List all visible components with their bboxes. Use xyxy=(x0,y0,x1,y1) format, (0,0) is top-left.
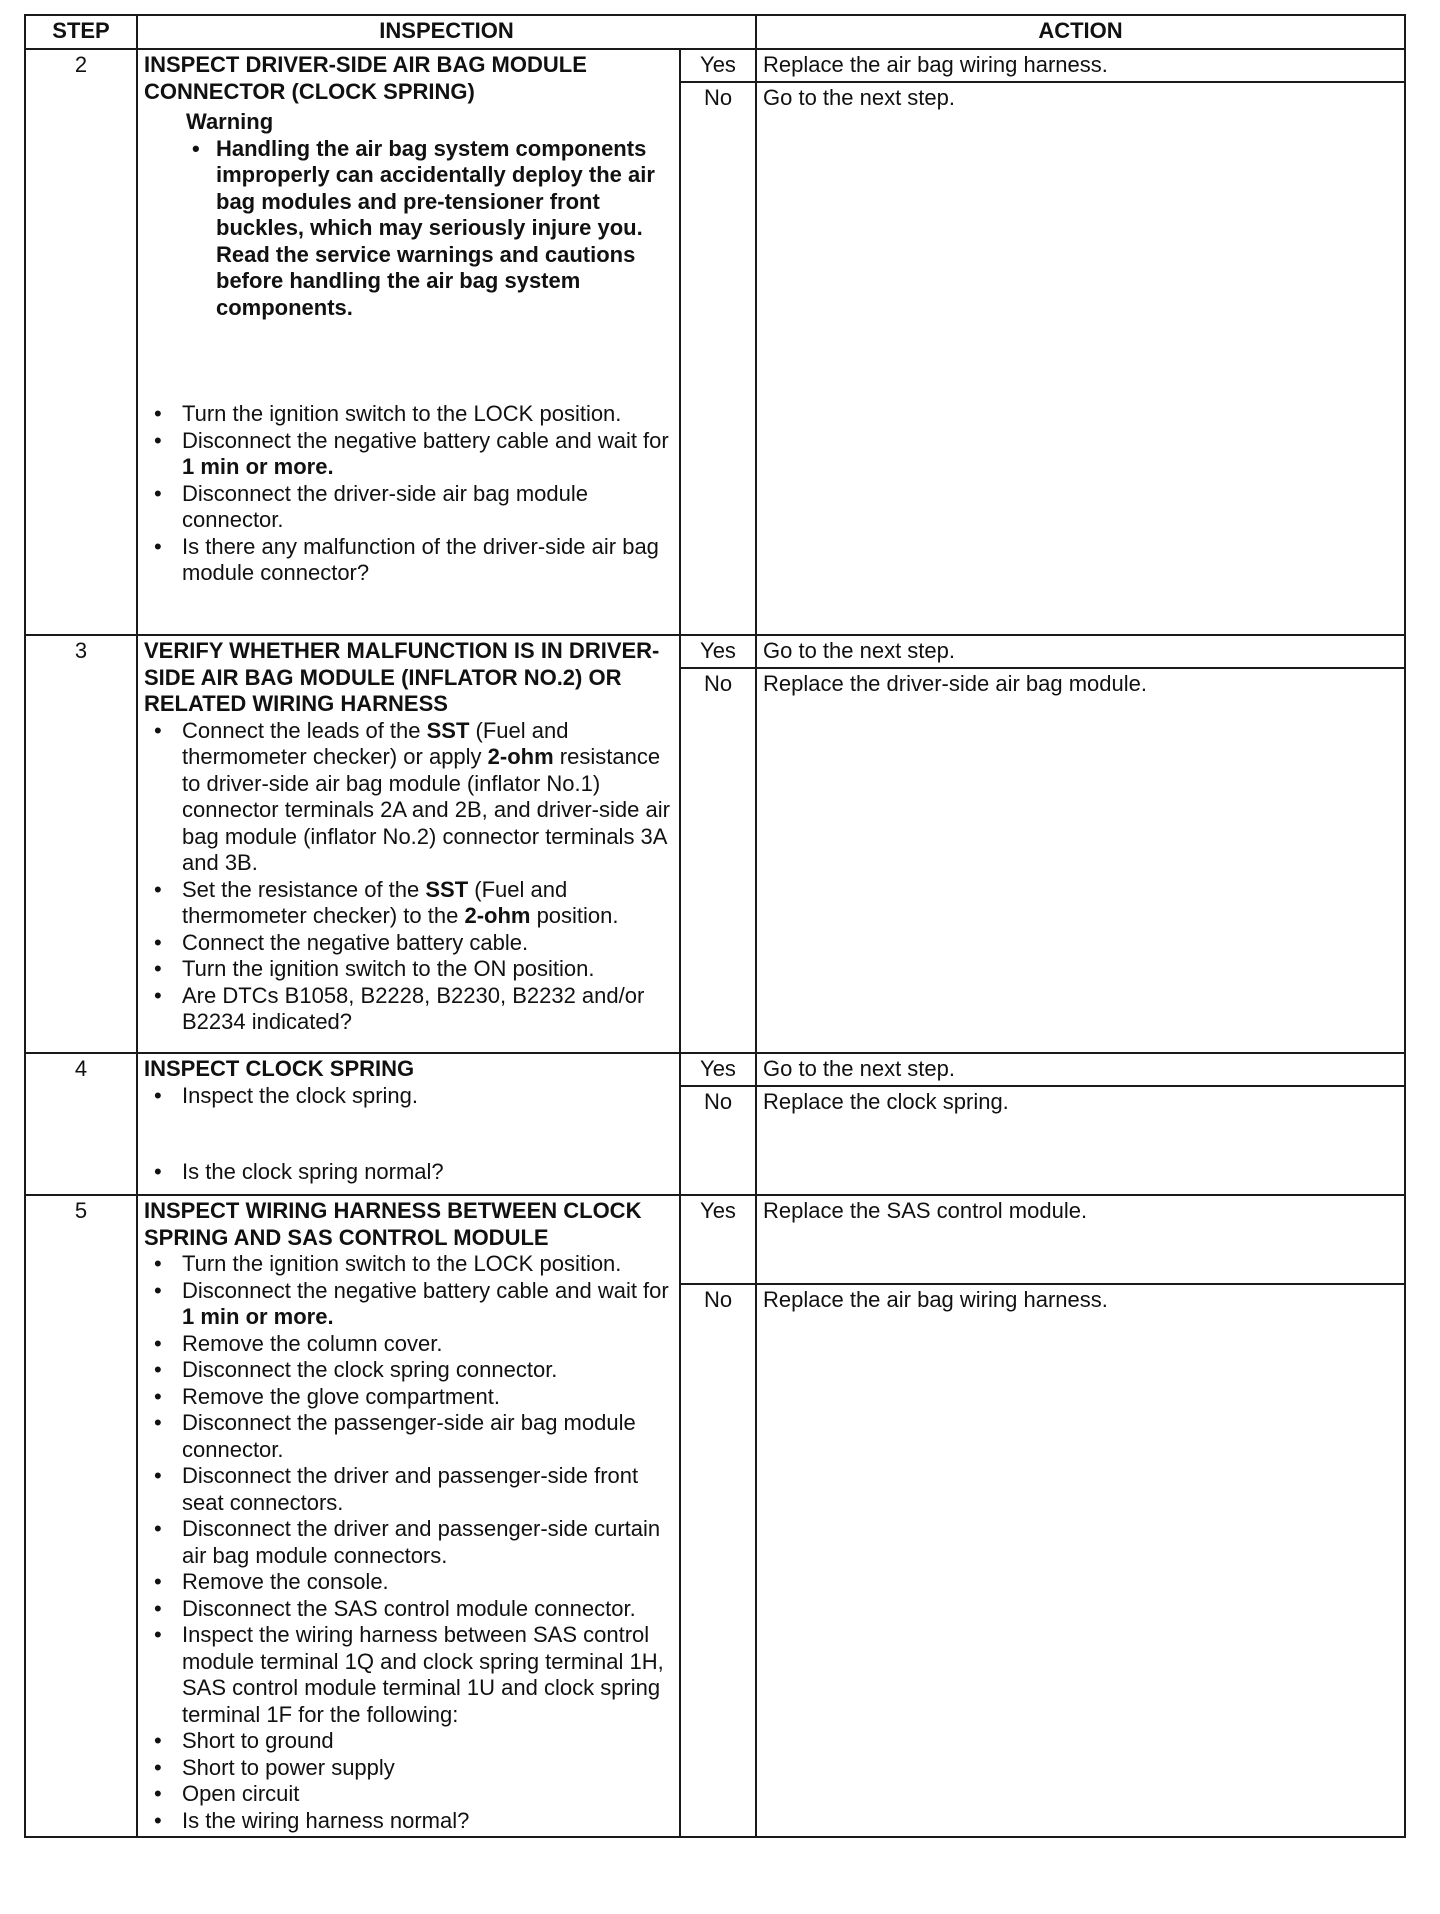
no-label: No xyxy=(680,82,756,635)
yes-label: Yes xyxy=(680,49,756,82)
list-item: • Is the wiring harness normal? xyxy=(182,1808,673,1835)
list-item: • Inspect the wiring harness between SAS control module terminal 1Q and clock spring terminal 1H, SAS control module terminal 1U and clock spring terminal 1F for the following: • Short to ground • Short to power supply • Open circuit xyxy=(182,1622,673,1808)
step-number: 2 xyxy=(25,49,137,635)
list-item: • Is there any malfunction of the driver-side air bag module connector? xyxy=(182,534,673,587)
step-title: INSPECT WIRING HARNESS BETWEEN CLOCK SPRING AND SAS CONTROL MODULE xyxy=(144,1198,642,1250)
diagnostic-page xyxy=(24,14,1404,1900)
list-item: • Disconnect the clock spring connector. xyxy=(182,1357,673,1384)
list-item: • Disconnect the negative battery cable and wait for 1 min or more. xyxy=(182,428,673,481)
step-number: 3 xyxy=(25,635,137,1053)
step-3-inspection xyxy=(137,635,680,1053)
step-number: 4 xyxy=(25,1053,137,1195)
yes-label: Yes xyxy=(680,1053,756,1086)
step-3-yes-row xyxy=(25,635,1405,668)
step-5-yes-row xyxy=(25,1195,1405,1284)
step-2-bullets xyxy=(144,401,673,587)
no-action: Replace the driver-side air bag module. xyxy=(756,668,1405,1053)
step-title: VERIFY WHETHER MALFUNCTION IS IN DRIVER-SIDE AIR BAG MODULE (INFLATOR NO.2) OR RELATED WIRING HARNESS xyxy=(144,638,660,716)
header-row xyxy=(25,15,1405,49)
list-item: • Disconnect the negative battery cable and wait for 1 min or more. xyxy=(182,1278,673,1331)
step-4-yes-row xyxy=(25,1053,1405,1086)
condition-item: • Open circuit xyxy=(182,1781,673,1808)
yes-action: Go to the next step. xyxy=(756,1053,1405,1086)
list-item: • Disconnect the driver-side air bag module connector. xyxy=(182,481,673,534)
inspection-header: INSPECTION xyxy=(137,15,756,49)
no-label: No xyxy=(680,1086,756,1195)
warning-text: • Handling the air bag system components improperly can accidentally deploy the air bag modules and pre-tensioner front buckles, which may seriously injure you. Read the service warnings and cautions before handling the air bag system components. xyxy=(216,136,673,322)
yes-label: Yes xyxy=(680,635,756,668)
condition-item: • Short to power supply xyxy=(182,1755,673,1782)
list-item: • Disconnect the driver and passenger-side front seat connectors. xyxy=(182,1463,673,1516)
step-5-bullets xyxy=(144,1251,673,1834)
list-item: • Remove the console. xyxy=(182,1569,673,1596)
step-2-inspection xyxy=(137,49,680,635)
condition-item: • Short to ground xyxy=(182,1728,673,1755)
yes-action: Go to the next step. xyxy=(756,635,1405,668)
list-item: • Disconnect the passenger-side air bag module connector. xyxy=(182,1410,673,1463)
list-item: • Connect the leads of the SST (Fuel and thermometer checker) or apply 2-ohm resistance to driver-side air bag module (inflator No.1) connector terminals 2A and 2B, and driver-side air bag module (inflator No.2) connector terminals 3A and 3B. xyxy=(182,718,673,877)
yes-action: Replace the SAS control module. xyxy=(756,1195,1405,1284)
inspection-conditions xyxy=(182,1728,673,1808)
list-item: • Are DTCs B1058, B2228, B2230, B2232 and/or B2234 indicated? xyxy=(182,983,673,1036)
no-action: Replace the clock spring. xyxy=(756,1086,1405,1195)
diagnostic-table xyxy=(24,14,1406,1838)
warning-label: Warning xyxy=(186,109,274,134)
step-header: STEP xyxy=(25,15,137,49)
list-item: • Turn the ignition switch to the ON position. xyxy=(182,956,673,983)
list-item: • Disconnect the SAS control module connector. xyxy=(182,1596,673,1623)
list-item: • Connect the negative battery cable. xyxy=(182,930,673,957)
no-action: Replace the air bag wiring harness. xyxy=(756,1284,1405,1837)
list-item: • Is the clock spring normal? xyxy=(182,1159,673,1186)
step-5-inspection xyxy=(137,1195,680,1837)
list-item: • Remove the glove compartment. xyxy=(182,1384,673,1411)
step-title: INSPECT DRIVER-SIDE AIR BAG MODULE CONNECTOR (CLOCK SPRING) xyxy=(144,52,587,104)
list-item: • Disconnect the driver and passenger-side curtain air bag module connectors. xyxy=(182,1516,673,1569)
no-action: Go to the next step. xyxy=(756,82,1405,635)
step-2-yes-row xyxy=(25,49,1405,82)
yes-action: Replace the air bag wiring harness. xyxy=(756,49,1405,82)
list-item: • Set the resistance of the SST (Fuel and thermometer checker) to the 2-ohm position. xyxy=(182,877,673,930)
action-header: ACTION xyxy=(756,15,1405,49)
step-4-bullets xyxy=(144,1083,673,1186)
yes-label: Yes xyxy=(680,1195,756,1284)
list-item: • Inspect the clock spring. xyxy=(182,1083,673,1110)
step-number: 5 xyxy=(25,1195,137,1837)
step-4-inspection xyxy=(137,1053,680,1195)
step-title: INSPECT CLOCK SPRING xyxy=(144,1056,415,1081)
list-item: • Remove the column cover. xyxy=(182,1331,673,1358)
no-label: No xyxy=(680,1284,756,1837)
list-item: • Turn the ignition switch to the LOCK position. xyxy=(182,1251,673,1278)
list-item: • Turn the ignition switch to the LOCK position. xyxy=(182,401,673,428)
warning-block xyxy=(186,109,673,321)
no-label: No xyxy=(680,668,756,1053)
step-3-bullets xyxy=(144,718,673,1036)
